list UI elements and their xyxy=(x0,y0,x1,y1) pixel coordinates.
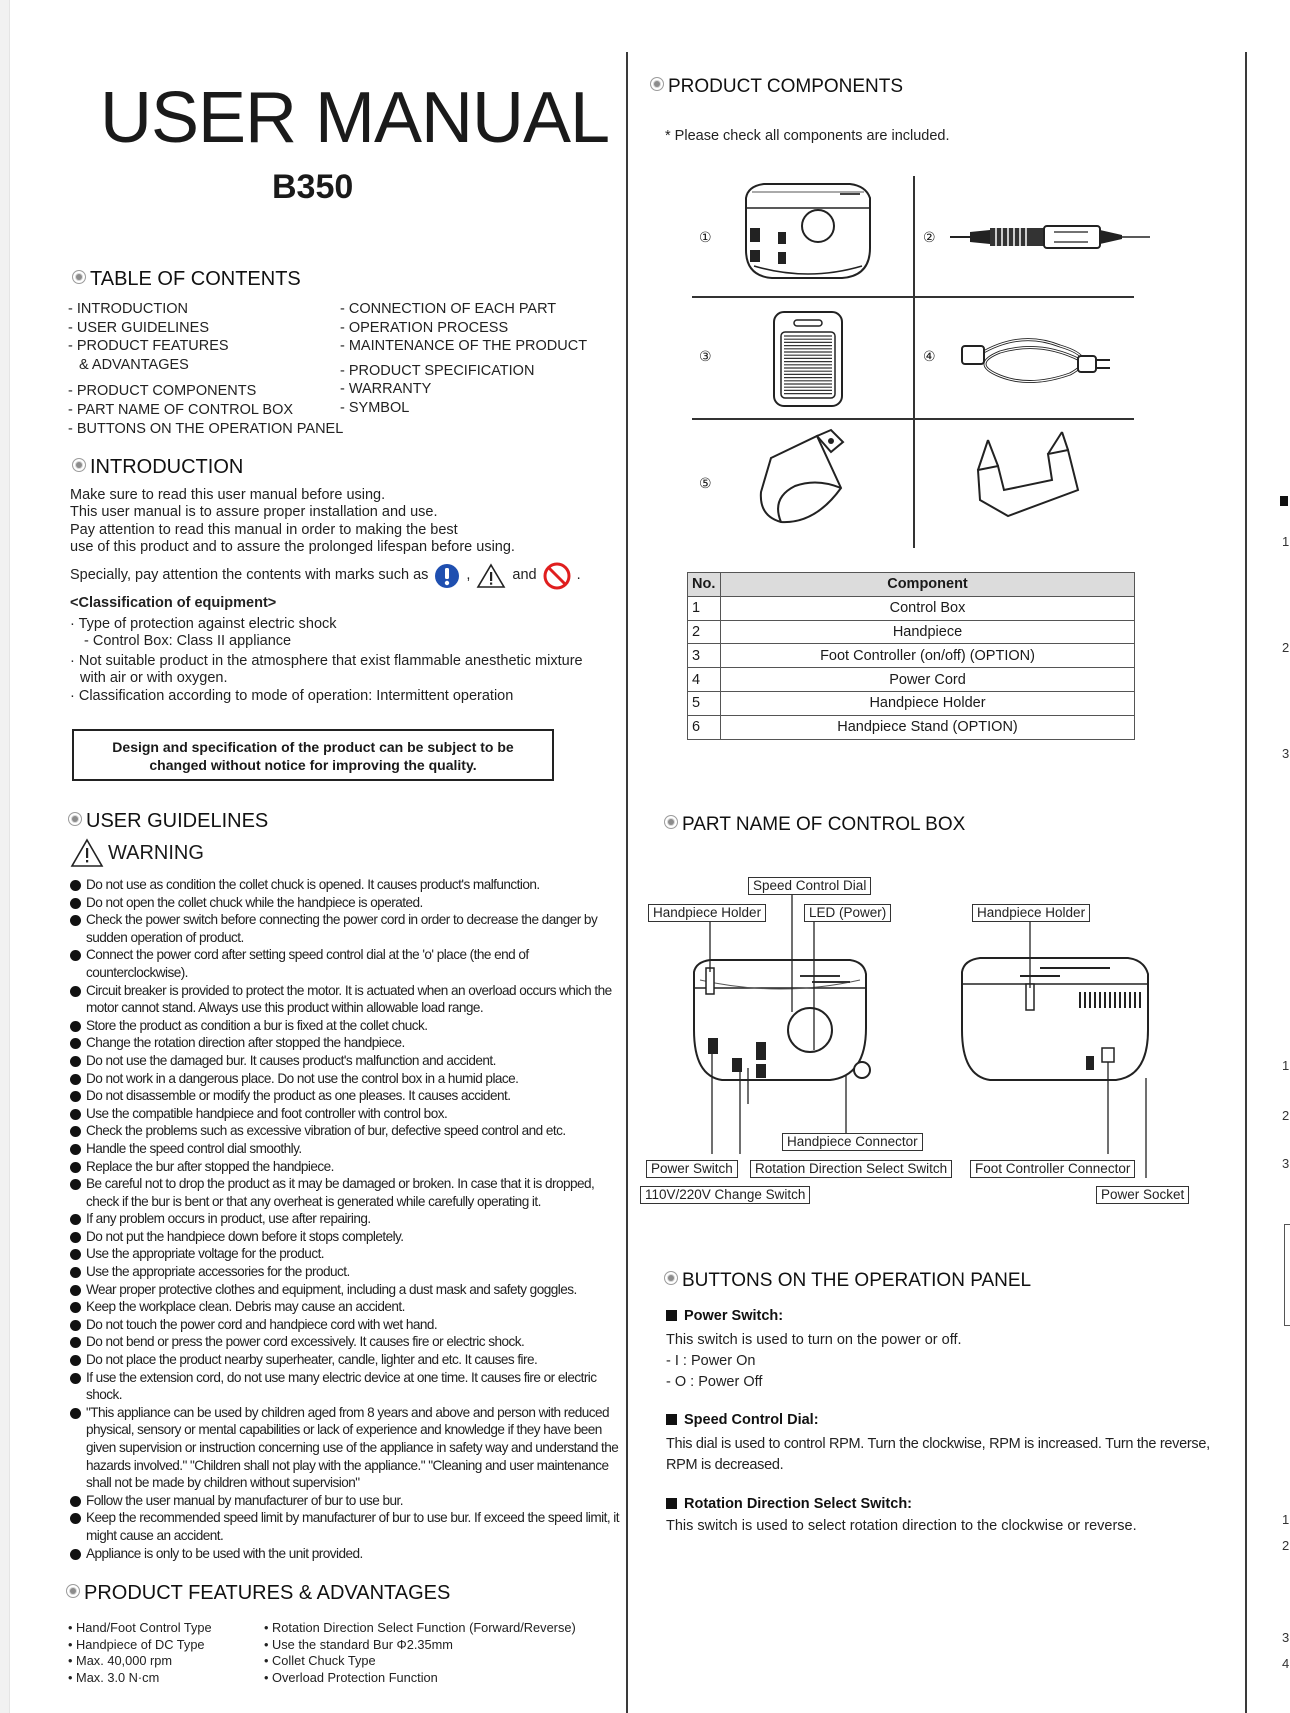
warning-list xyxy=(68,876,628,1562)
classification-item: · Type of protection against electric shock xyxy=(70,616,337,632)
toc-item-product-features[interactable]: - PRODUCT FEATURES xyxy=(68,338,229,355)
label-speed-control-dial: Speed Control Dial xyxy=(748,877,871,895)
component-number: ① xyxy=(699,229,712,245)
warning-item: Do not use the damaged bur. It causes product's malfunction and accident. xyxy=(68,1052,628,1070)
section-bullet-icon xyxy=(650,77,664,91)
component-number: ⑤ xyxy=(699,475,712,491)
control-box-heading-text: PART NAME OF CONTROL BOX xyxy=(682,814,966,835)
feature-item: • Max. 3.0 N·cm xyxy=(68,1669,160,1685)
model-number: B350 xyxy=(272,168,354,206)
toc-item-buttons[interactable]: - BUTTONS ON THE OPERATION PANEL xyxy=(68,420,344,437)
intro-line: use of this product and to assure the prolonged lifespan before using. xyxy=(70,539,515,556)
features-col1 xyxy=(68,1620,212,1686)
table-row xyxy=(688,620,1135,644)
control-box-image xyxy=(738,178,876,284)
edge-glyph: 4 xyxy=(1282,1656,1290,1671)
warning-item: Do not disassemble or modify the product as one pleases. It causes accident. xyxy=(68,1087,628,1105)
classification-heading: <Classification of equipment> xyxy=(70,595,277,611)
edge-glyph: 1 xyxy=(1282,1058,1290,1073)
toc-item-maintenance[interactable]: - MAINTENANCE OF THE PRODUCT xyxy=(340,338,588,355)
rotation-switch-title: Rotation Direction Select Switch: xyxy=(666,1496,912,1512)
row-component: Handpiece Stand (OPTION) xyxy=(721,715,1135,739)
toc-item-user-guidelines[interactable]: - USER GUIDELINES xyxy=(68,319,209,336)
toc-heading-text: TABLE OF CONTENTS xyxy=(90,268,301,290)
warning-item: Connect the power cord after setting speed control dial at the 'o' place (the end of counterclockwise). xyxy=(68,946,628,981)
warning-item: Do not bend or press the power cord excessively. It causes fire or electric shock. xyxy=(68,1333,628,1351)
section-bullet-icon xyxy=(664,815,678,829)
power-switch-title: Power Switch: xyxy=(666,1308,783,1324)
table-row xyxy=(688,644,1135,668)
warning-triangle-icon xyxy=(70,838,104,868)
components-table-body xyxy=(688,596,1135,739)
toc-heading xyxy=(72,268,301,291)
desc-line: RPM is decreased. xyxy=(666,1457,784,1473)
row-number: 5 xyxy=(688,691,721,715)
speed-dial-desc xyxy=(666,1434,1210,1476)
toc-item-introduction[interactable]: - INTRODUCTION xyxy=(68,301,189,317)
warning-item: Use the appropriate voltage for the product. xyxy=(68,1245,628,1263)
toc-item-specification[interactable]: - PRODUCT SPECIFICATION xyxy=(340,362,535,379)
toc-item-operation[interactable]: - OPERATION PROCESS xyxy=(340,319,509,336)
feature-item: • Collet Chuck Type xyxy=(264,1653,376,1669)
feature-item: • Overload Protection Function xyxy=(264,1669,438,1685)
warning-item: Follow the user manual by manufacturer of bur to use bur. xyxy=(68,1492,628,1510)
warning-item: Be careful not to drop the product as it may be damaged or broken. In case that it is dropped, check if the bur is bent or that any overheat is generated while carefully operating it. xyxy=(68,1175,628,1210)
intro-heading xyxy=(72,456,243,479)
toc-item-advantages[interactable]: & ADVANTAGES xyxy=(79,356,189,373)
toc-item-symbol[interactable]: - SYMBOL xyxy=(340,399,410,416)
section-bullet-icon xyxy=(72,270,86,284)
toc-item-connection[interactable]: - CONNECTION OF EACH PART xyxy=(340,301,557,317)
warning-item: Store the product as condition a bur is fixed at the collet chuck. xyxy=(68,1017,628,1035)
classification-item: · Classification according to mode of operation: Intermittent operation xyxy=(70,687,514,704)
label-handpiece-holder-left: Handpiece Holder xyxy=(648,904,766,922)
column-header-no: No. xyxy=(688,573,721,597)
marks-end: . xyxy=(576,567,581,584)
marks-line xyxy=(70,562,581,590)
grid-divider xyxy=(692,296,1134,298)
row-component: Power Cord xyxy=(721,668,1135,692)
warning-item: Check the problems such as excessive vibration of bur, defective speed control and etc. xyxy=(68,1122,628,1140)
label-voltage-change-switch: 110V/220V Change Switch xyxy=(640,1186,810,1204)
warning-item: Keep the recommended speed limit by manufacturer of bur to use bur. If exceed the speed limit, it might cause an accident. xyxy=(68,1509,628,1544)
components-heading-text: PRODUCT COMPONENTS xyxy=(668,76,904,97)
row-component: Control Box xyxy=(721,596,1135,620)
edge-glyph: 3 xyxy=(1282,1630,1290,1645)
power-cord-image xyxy=(960,330,1114,394)
classification-list xyxy=(70,616,583,705)
foot-controller-image xyxy=(772,310,844,408)
edge-glyph: 2 xyxy=(1282,1108,1290,1123)
warning-item: If use the extension cord, do not use many electric device at one time. It causes fire or electric shock. xyxy=(68,1369,628,1404)
handpiece-holder-image xyxy=(755,428,855,530)
edge-glyph: 2 xyxy=(1282,1538,1290,1553)
component-number: ③ xyxy=(699,348,712,364)
design-notice-box xyxy=(72,729,554,781)
guidelines-heading-text: USER GUIDELINES xyxy=(86,810,269,832)
notice-line: changed without notice for improving the quality. xyxy=(149,757,477,773)
feature-item: • Use the standard Bur Φ2.35mm xyxy=(264,1636,453,1652)
features-col2 xyxy=(264,1620,576,1686)
page-left-edge xyxy=(0,0,10,1713)
warning-item: Wear proper protective clothes and equipment, including a dust mask and safety goggles. xyxy=(68,1281,628,1299)
grid-divider xyxy=(913,176,915,548)
edge-glyph: 1 xyxy=(1282,534,1290,549)
edge-square-mark xyxy=(1280,496,1288,506)
marks-and: and xyxy=(512,567,537,584)
toc-col2 xyxy=(340,300,587,418)
warning-item: Use the compatible handpiece and foot controller with control box. xyxy=(68,1105,628,1123)
row-component: Handpiece xyxy=(721,620,1135,644)
components-table xyxy=(687,572,1135,740)
section-bullet-icon xyxy=(72,458,86,472)
warning-item: Do not touch the power cord and handpiece cord with wet hand. xyxy=(68,1316,628,1334)
prohibited-mark-icon xyxy=(543,562,571,590)
label-handpiece-connector: Handpiece Connector xyxy=(782,1133,923,1151)
components-note: * Please check all components are included. xyxy=(665,128,950,144)
buttons-heading xyxy=(664,1270,1031,1292)
row-number: 3 xyxy=(688,644,721,668)
features-heading-text: PRODUCT FEATURES & ADVANTAGES xyxy=(84,1582,451,1604)
desc-line: This switch is used to turn on the power or off. xyxy=(666,1332,962,1348)
warning-item: Keep the workplace clean. Debris may cause an accident. xyxy=(68,1298,628,1316)
desc-line: - O : Power Off xyxy=(666,1374,763,1390)
right-column-divider xyxy=(1245,52,1247,1713)
notice-line: Design and specification of the product can be subject to be xyxy=(112,739,514,755)
row-number: 2 xyxy=(688,620,721,644)
warning-label xyxy=(70,838,204,868)
table-row xyxy=(688,691,1135,715)
feature-item: • Hand/Foot Control Type xyxy=(68,1620,212,1635)
classification-item: · Not suitable product in the atmosphere that exist flammable anesthetic mixture xyxy=(70,652,583,669)
feature-item: • Max. 40,000 rpm xyxy=(68,1653,173,1669)
edge-box-fragment xyxy=(1284,1224,1290,1326)
intro-heading-text: INTRODUCTION xyxy=(90,456,244,478)
table-row xyxy=(688,668,1135,692)
column-header-component: Component xyxy=(721,573,1135,597)
desc-line: - I : Power On xyxy=(666,1353,756,1369)
control-box-heading xyxy=(664,814,965,836)
section-bullet-icon xyxy=(68,812,82,826)
power-switch-desc xyxy=(666,1330,962,1393)
label-power-switch: Power Switch xyxy=(646,1160,738,1178)
handpiece-stand-image xyxy=(968,430,1086,520)
toc-item-warranty[interactable]: - WARRANTY xyxy=(340,381,432,398)
marks-comma: , xyxy=(466,567,471,584)
rotation-switch-desc xyxy=(666,1518,1137,1535)
handpiece-image xyxy=(950,222,1156,252)
warning-item: "This appliance can be used by children aged from 8 years and above and person with reduced physical, sensory or mental capabilities or lack of experience and knowledge if they have been given supervision or instruction concerning use of the appliance in safety way and understand the hazards involved." "Children shall not play with the appliance." "Cleaning and user maintenance shall not be made by children without supervision" xyxy=(68,1404,628,1492)
intro-line: This user manual is to assure proper installation and use. xyxy=(70,504,438,521)
toc-col1 xyxy=(68,300,343,438)
intro-line: Pay attention to read this manual in order to making the best xyxy=(70,521,458,538)
toc-item-part-name[interactable]: - PART NAME OF CONTROL BOX xyxy=(68,401,294,418)
section-bullet-icon xyxy=(66,1584,80,1598)
desc-line: This switch is used to select rotation direction to the clockwise or reverse. xyxy=(666,1518,1137,1534)
intro-line: Make sure to read this user manual before using. xyxy=(70,487,386,503)
warning-item: If any problem occurs in product, use after repairing. xyxy=(68,1210,628,1228)
toc-item-product-components[interactable]: - PRODUCT COMPONENTS xyxy=(68,383,257,400)
intro-text xyxy=(70,487,515,557)
desc-line: This dial is used to control RPM. Turn the clockwise, RPM is increased. Turn the reverse, xyxy=(666,1436,1210,1452)
speed-dial-title: Speed Control Dial: xyxy=(666,1412,819,1428)
warning-item: Appliance is only to be used with the unit provided. xyxy=(68,1545,628,1563)
marks-prefix: Specially, pay attention the contents with marks such as xyxy=(70,567,429,584)
feature-item: • Handpiece of DC Type xyxy=(68,1636,205,1652)
warning-item: Do not work in a dangerous place. Do not use the control box in a humid place. xyxy=(68,1070,628,1088)
classification-item: - Control Box: Class II appliance xyxy=(84,633,292,650)
warning-item: Do not use as condition the collet chuck is opened. It causes product's malfunction. xyxy=(68,876,628,894)
component-number: ② xyxy=(923,229,936,245)
table-header-row xyxy=(688,573,1135,597)
info-mark-icon xyxy=(434,563,460,589)
warning-item: Check the power switch before connecting the power cord in order to decrease the danger by sudden operation of product. xyxy=(68,911,628,946)
classification-item: with air or with oxygen. xyxy=(80,670,228,687)
edge-glyph: 2 xyxy=(1282,640,1290,655)
edge-glyph: 1 xyxy=(1282,1512,1290,1527)
warning-item: Circuit breaker is provided to protect the motor. It is actuated when an overload occurs which the motor cannot stand. Always use this product within allowable load range. xyxy=(68,982,628,1017)
edge-glyph: 3 xyxy=(1282,746,1290,761)
manual-title: USER MANUAL xyxy=(100,78,610,158)
label-led-power: LED (Power) xyxy=(804,904,891,922)
label-power-socket: Power Socket xyxy=(1096,1186,1189,1204)
warning-item: Do not put the handpiece down before it stops completely. xyxy=(68,1228,628,1246)
warning-triangle-icon xyxy=(476,563,506,589)
row-number: 4 xyxy=(688,668,721,692)
component-number: ④ xyxy=(923,348,936,364)
warning-item: Replace the bur after stopped the handpiece. xyxy=(68,1158,628,1176)
warning-item: Change the rotation direction after stopped the handpiece. xyxy=(68,1034,628,1052)
label-foot-controller-connector: Foot Controller Connector xyxy=(970,1160,1135,1178)
label-handpiece-holder-right: Handpiece Holder xyxy=(972,904,1090,922)
row-number: 1 xyxy=(688,596,721,620)
buttons-heading-text: BUTTONS ON THE OPERATION PANEL xyxy=(682,1270,1032,1291)
label-rotation-direction-switch: Rotation Direction Select Switch xyxy=(750,1160,952,1178)
table-row xyxy=(688,596,1135,620)
features-heading xyxy=(66,1582,450,1605)
feature-item: • Rotation Direction Select Function (Forward/Reverse) xyxy=(264,1620,576,1635)
grid-divider xyxy=(692,418,1134,420)
warning-label-text: WARNING xyxy=(108,841,204,864)
row-component: Foot Controller (on/off) (OPTION) xyxy=(721,644,1135,668)
edge-glyph: 3 xyxy=(1282,1156,1290,1171)
warning-item: Do not open the collet chuck while the handpiece is operated. xyxy=(68,894,628,912)
warning-item: Handle the speed control dial smoothly. xyxy=(68,1140,628,1158)
row-number: 6 xyxy=(688,715,721,739)
section-bullet-icon xyxy=(664,1271,678,1285)
warning-item: Use the appropriate accessories for the product. xyxy=(68,1263,628,1281)
row-component: Handpiece Holder xyxy=(721,691,1135,715)
table-row xyxy=(688,715,1135,739)
components-heading xyxy=(650,76,903,98)
guidelines-heading xyxy=(68,810,268,833)
warning-item: Do not place the product nearby superheater, candle, lighter and etc. It causes fire. xyxy=(68,1351,628,1369)
